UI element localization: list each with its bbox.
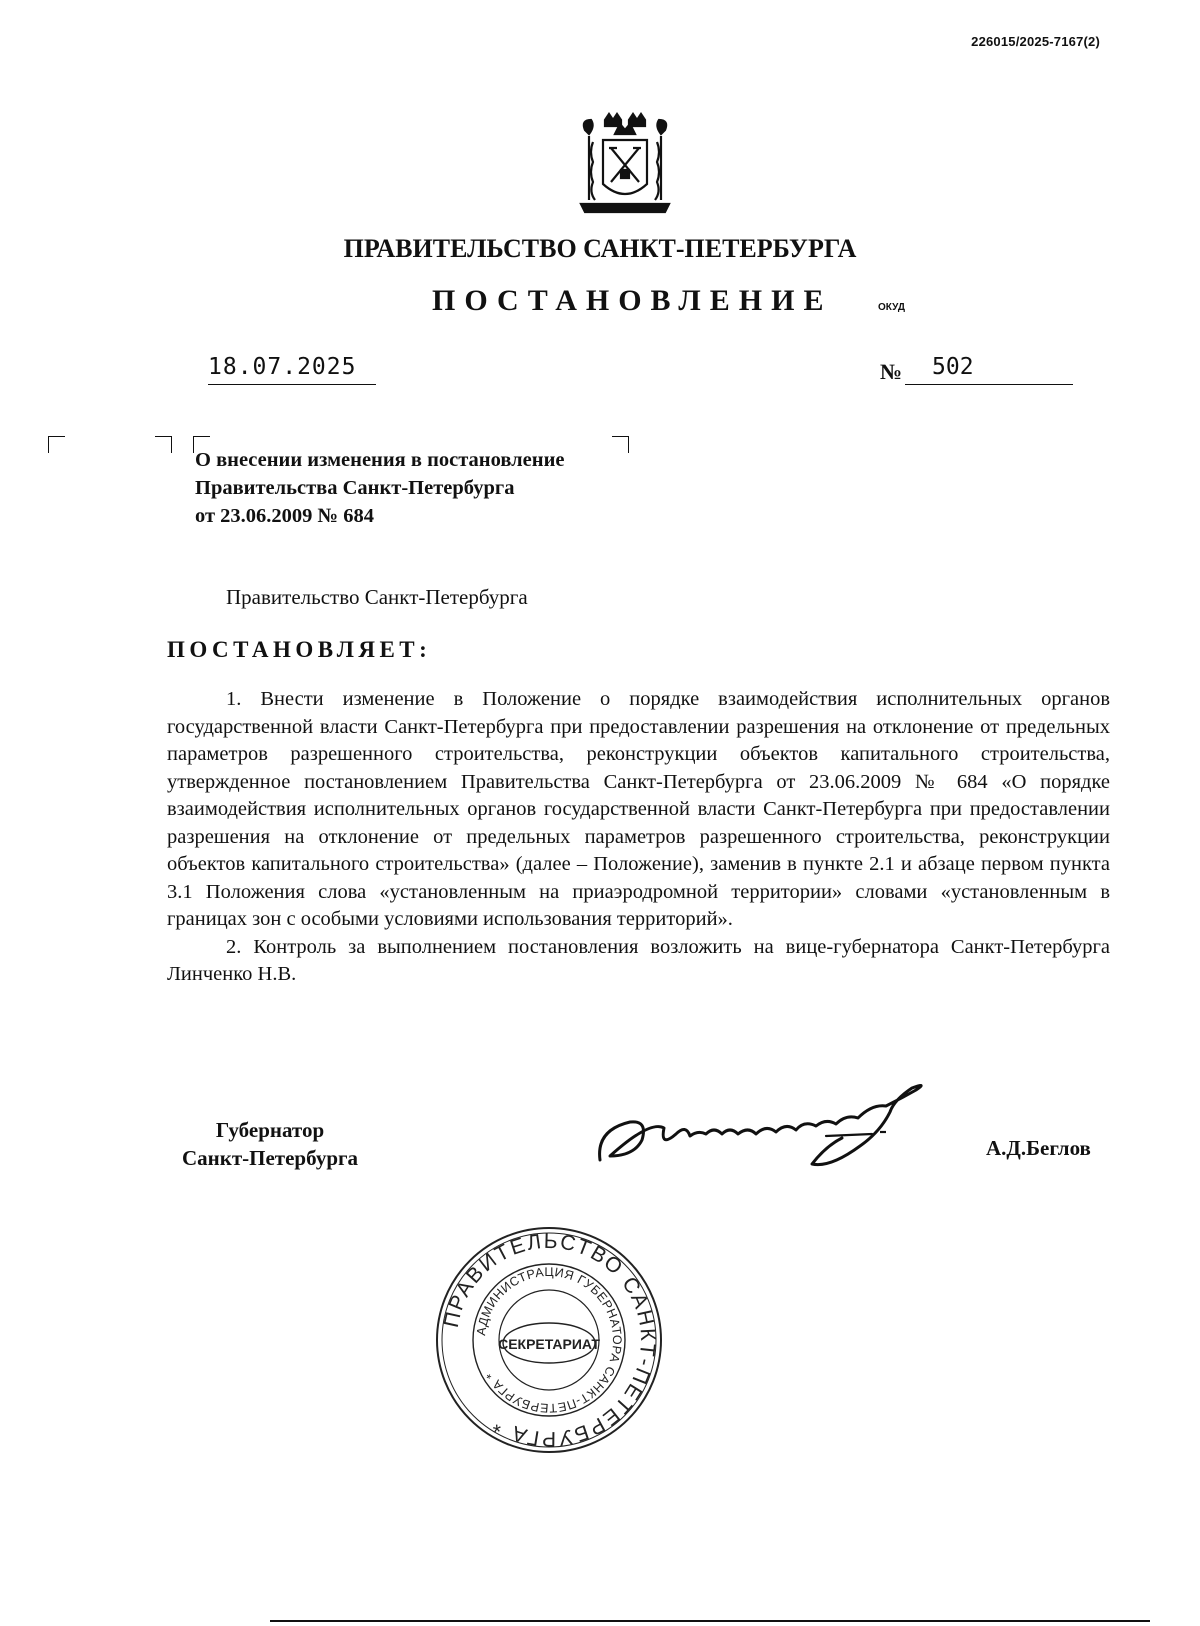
document-number: 502 xyxy=(932,354,974,380)
handwritten-signature xyxy=(590,1060,970,1180)
seal-inner-text: АДМИНИСТРАЦИЯ ГУБЕРНАТОРА САНКТ-ПЕТЕРБУРГА * xyxy=(474,1264,625,1416)
seal-outer-text: ПРАВИТЕЛЬСТВО САНКТ-ПЕТЕРБУРГА * xyxy=(439,1229,660,1451)
document-body xyxy=(167,686,1110,989)
paragraph: 1. Внести изменение в Положение о порядке взаимодействия исполнительных органов государственной власти Санкт-Петербурга при предоставлении разрешения на отклонение от предельных параметров разрешенного строительства, реконструкции объектов капитального строительства, утвержденное постановлением Правительства Санкт-Петербурга от 23.06.2009 № 684 «О порядке взаимодействия исполнительных органов государственной власти Санкт-Петербурга при предоставлении разрешения на отклонение от предельных параметров разрешенного строительства, реконструкции объектов капитального строительства» (далее – Положение), заменив в пункте 2.1 и абзаце первом пункта 3.1 Положения слова «установленным на приаэродромной территории» словами «установленным в границах зон с особыми условиями использования территорий». xyxy=(167,688,1110,930)
corner-mark xyxy=(48,436,65,453)
government-name: ПРАВИТЕЛЬСТВО САНКТ-ПЕТЕРБУРГА xyxy=(343,234,857,263)
bottom-rule xyxy=(270,1620,1150,1622)
preamble: Правительство Санкт-Петербурга xyxy=(226,585,528,609)
document-subject xyxy=(195,446,564,530)
subject-line: О внесении изменения в постановление xyxy=(195,449,565,471)
document-type: ПОСТАНОВЛЕНИЕ xyxy=(432,284,833,317)
corner-mark xyxy=(155,436,172,453)
signer-title-line: Санкт-Петербурга xyxy=(181,1146,359,1170)
number-sign: № xyxy=(880,359,903,384)
paragraph: 2. Контроль за выполнением постановления возложить на вице-губернатора Санкт-Петербурга Линченко Н.В. xyxy=(167,935,1110,985)
document-id: 226015/2025-7167(2) xyxy=(971,34,1100,49)
corner-mark xyxy=(612,436,629,453)
resolves-heading: ПОСТАНОВЛЯЕТ: xyxy=(167,637,432,662)
subject-line: Правительства Санкт-Петербурга xyxy=(195,477,515,499)
signer-title xyxy=(170,1116,370,1172)
subject-line: от 23.06.2009 № 684 xyxy=(195,505,375,527)
date-underline xyxy=(208,384,376,385)
signer-name: А.Д.Беглов xyxy=(986,1136,1091,1160)
signer-title-line: Губернатор xyxy=(215,1118,325,1142)
number-underline xyxy=(905,384,1073,385)
seal-center-text: СЕКРЕТАРИАТ xyxy=(498,1336,600,1352)
document-date: 18.07.2025 xyxy=(208,354,357,380)
coat-of-arms-emblem xyxy=(575,112,675,216)
okud-label: ОКУД xyxy=(878,302,905,313)
official-seal xyxy=(434,1225,664,1455)
